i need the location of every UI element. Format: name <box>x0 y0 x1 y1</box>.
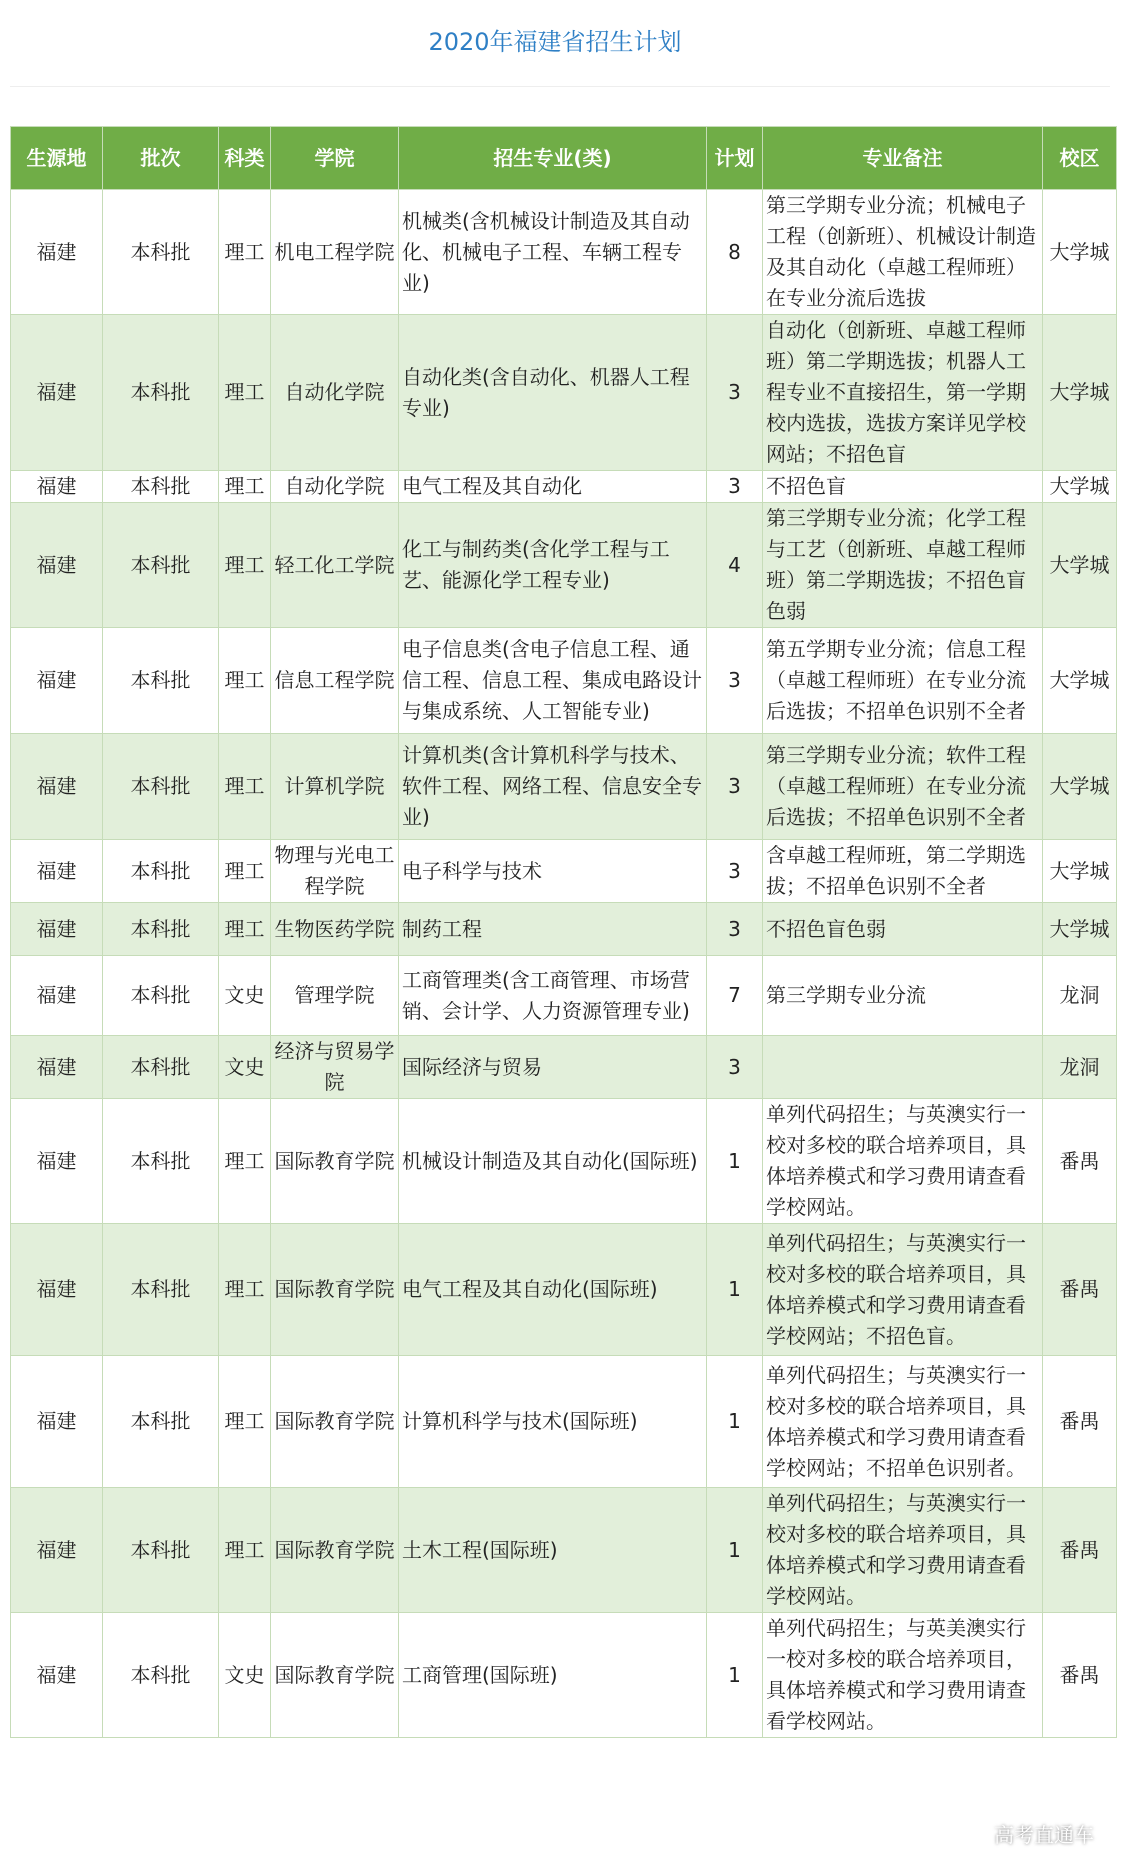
cell-plan: 3 <box>707 903 763 956</box>
cell-note: 含卓越工程师班，第二学期选拔；不招单色识别不全者 <box>763 840 1043 903</box>
cell-batch: 本科批 <box>103 503 219 628</box>
cell-category: 理工 <box>219 734 271 840</box>
header-plan: 计划 <box>707 127 763 190</box>
cell-note <box>763 1036 1043 1099</box>
cell-college: 国际教育学院 <box>271 1488 399 1613</box>
table-row <box>11 315 1117 471</box>
table-row <box>11 1488 1117 1613</box>
cell-campus: 番禺 <box>1043 1099 1117 1224</box>
cell-campus: 大学城 <box>1043 315 1117 471</box>
cell-category: 文史 <box>219 1036 271 1099</box>
cell-plan: 1 <box>707 1488 763 1613</box>
cell-major: 计算机科学与技术(国际班) <box>399 1356 707 1488</box>
cell-college: 生物医药学院 <box>271 903 399 956</box>
cell-college: 国际教育学院 <box>271 1356 399 1488</box>
cell-campus: 番禺 <box>1043 1613 1117 1738</box>
cell-note: 第三学期专业分流 <box>763 956 1043 1036</box>
title-divider <box>10 86 1110 87</box>
cell-source: 福建 <box>11 471 103 503</box>
header-campus: 校区 <box>1043 127 1117 190</box>
cell-note: 第三学期专业分流；化学工程与工艺（创新班、卓越工程师班）第二学期选拔；不招色盲色弱 <box>763 503 1043 628</box>
cell-batch: 本科批 <box>103 315 219 471</box>
cell-major: 自动化类(含自动化、机器人工程专业) <box>399 315 707 471</box>
table-row <box>11 190 1117 315</box>
cell-college: 机电工程学院 <box>271 190 399 315</box>
table-row <box>11 1036 1117 1099</box>
cell-major: 土木工程(国际班) <box>399 1488 707 1613</box>
cell-batch: 本科批 <box>103 1036 219 1099</box>
header-note: 专业备注 <box>763 127 1043 190</box>
cell-source: 福建 <box>11 903 103 956</box>
table-row <box>11 956 1117 1036</box>
cell-category: 理工 <box>219 1224 271 1356</box>
cell-category: 理工 <box>219 628 271 734</box>
cell-source: 福建 <box>11 956 103 1036</box>
cell-plan: 4 <box>707 503 763 628</box>
cell-major: 机械设计制造及其自动化(国际班) <box>399 1099 707 1224</box>
cell-category: 文史 <box>219 956 271 1036</box>
cell-source: 福建 <box>11 190 103 315</box>
cell-campus: 大学城 <box>1043 471 1117 503</box>
cell-note: 第三学期专业分流；机械电子工程（创新班）、机械设计制造及其自动化（卓越工程师班）在专业分流后选拔 <box>763 190 1043 315</box>
cell-category: 理工 <box>219 903 271 956</box>
cell-source: 福建 <box>11 628 103 734</box>
cell-plan: 1 <box>707 1224 763 1356</box>
table-row <box>11 840 1117 903</box>
cell-category: 理工 <box>219 503 271 628</box>
cell-note: 不招色盲 <box>763 471 1043 503</box>
header-category: 科类 <box>219 127 271 190</box>
cell-note: 单列代码招生；与英澳实行一校对多校的联合培养项目，具体培养模式和学习费用请查看学校网站；不招单色识别者。 <box>763 1356 1043 1488</box>
cell-source: 福建 <box>11 734 103 840</box>
cell-batch: 本科批 <box>103 1356 219 1488</box>
table-row <box>11 1613 1117 1738</box>
cell-campus: 番禺 <box>1043 1224 1117 1356</box>
cell-major: 国际经济与贸易 <box>399 1036 707 1099</box>
cell-category: 理工 <box>219 1356 271 1488</box>
cell-campus: 龙洞 <box>1043 956 1117 1036</box>
cell-college: 信息工程学院 <box>271 628 399 734</box>
cell-major: 工商管理类(含工商管理、市场营销、会计学、人力资源管理专业) <box>399 956 707 1036</box>
cell-batch: 本科批 <box>103 956 219 1036</box>
cell-campus: 番禺 <box>1043 1488 1117 1613</box>
cell-college: 国际教育学院 <box>271 1099 399 1224</box>
cell-source: 福建 <box>11 1488 103 1613</box>
cell-college: 自动化学院 <box>271 315 399 471</box>
cell-plan: 3 <box>707 471 763 503</box>
cell-batch: 本科批 <box>103 628 219 734</box>
cell-campus: 龙洞 <box>1043 1036 1117 1099</box>
cell-source: 福建 <box>11 1099 103 1224</box>
cell-batch: 本科批 <box>103 1224 219 1356</box>
cell-plan: 1 <box>707 1356 763 1488</box>
cell-college: 物理与光电工程学院 <box>271 840 399 903</box>
cell-note: 自动化（创新班、卓越工程师班）第二学期选拔；机器人工程专业不直接招生，第一学期校内选拔，选拔方案详见学校网站；不招色盲 <box>763 315 1043 471</box>
cell-college: 自动化学院 <box>271 471 399 503</box>
cell-major: 机械类(含机械设计制造及其自动化、机械电子工程、车辆工程专业) <box>399 190 707 315</box>
cell-college: 计算机学院 <box>271 734 399 840</box>
table-row <box>11 628 1117 734</box>
cell-major: 制药工程 <box>399 903 707 956</box>
cell-category: 理工 <box>219 840 271 903</box>
table-header-row <box>11 127 1117 190</box>
cell-plan: 3 <box>707 315 763 471</box>
header-major: 招生专业(类) <box>399 127 707 190</box>
cell-note: 不招色盲色弱 <box>763 903 1043 956</box>
page-title: 2020年福建省招生计划 <box>428 28 682 56</box>
cell-note: 单列代码招生；与英美澳实行一校对多校的联合培养项目，具体培养模式和学习费用请查看学校网站。 <box>763 1613 1043 1738</box>
cell-category: 理工 <box>219 190 271 315</box>
cell-category: 理工 <box>219 1099 271 1224</box>
cell-major: 电子信息类(含电子信息工程、通信工程、信息工程、集成电路设计与集成系统、人工智能专业) <box>399 628 707 734</box>
cell-campus: 大学城 <box>1043 190 1117 315</box>
cell-category: 理工 <box>219 315 271 471</box>
cell-college: 轻工化工学院 <box>271 503 399 628</box>
cell-category: 文史 <box>219 1613 271 1738</box>
cell-major: 电气工程及其自动化 <box>399 471 707 503</box>
cell-college: 管理学院 <box>271 956 399 1036</box>
cell-source: 福建 <box>11 840 103 903</box>
cell-source: 福建 <box>11 1356 103 1488</box>
cell-campus: 番禺 <box>1043 1356 1117 1488</box>
cell-source: 福建 <box>11 1613 103 1738</box>
cell-batch: 本科批 <box>103 471 219 503</box>
table-row <box>11 1099 1117 1224</box>
cell-batch: 本科批 <box>103 734 219 840</box>
cell-batch: 本科批 <box>103 903 219 956</box>
table-row <box>11 503 1117 628</box>
cell-category: 理工 <box>219 471 271 503</box>
cell-major: 工商管理(国际班) <box>399 1613 707 1738</box>
cell-plan: 1 <box>707 1613 763 1738</box>
cell-major: 化工与制药类(含化学工程与工艺、能源化学工程专业) <box>399 503 707 628</box>
cell-plan: 1 <box>707 1099 763 1224</box>
cell-college: 经济与贸易学院 <box>271 1036 399 1099</box>
cell-source: 福建 <box>11 315 103 471</box>
cell-plan: 7 <box>707 956 763 1036</box>
table-row <box>11 1224 1117 1356</box>
cell-batch: 本科批 <box>103 1488 219 1613</box>
table-row <box>11 471 1117 503</box>
cell-major: 计算机类(含计算机科学与技术、软件工程、网络工程、信息安全专业) <box>399 734 707 840</box>
table-row <box>11 903 1117 956</box>
header-source: 生源地 <box>11 127 103 190</box>
cell-source: 福建 <box>11 1224 103 1356</box>
cell-major: 电子科学与技术 <box>399 840 707 903</box>
cell-source: 福建 <box>11 503 103 628</box>
cell-batch: 本科批 <box>103 840 219 903</box>
cell-campus: 大学城 <box>1043 840 1117 903</box>
cell-campus: 大学城 <box>1043 628 1117 734</box>
cell-campus: 大学城 <box>1043 903 1117 956</box>
cell-major: 电气工程及其自动化(国际班) <box>399 1224 707 1356</box>
cell-batch: 本科批 <box>103 190 219 315</box>
cell-plan: 3 <box>707 734 763 840</box>
table-row <box>11 734 1117 840</box>
cell-plan: 3 <box>707 628 763 734</box>
cell-note: 单列代码招生；与英澳实行一校对多校的联合培养项目，具体培养模式和学习费用请查看学校网站。 <box>763 1099 1043 1224</box>
cell-note: 单列代码招生；与英澳实行一校对多校的联合培养项目，具体培养模式和学习费用请查看学校网站。 <box>763 1488 1043 1613</box>
header-batch: 批次 <box>103 127 219 190</box>
cell-campus: 大学城 <box>1043 503 1117 628</box>
cell-note: 第三学期专业分流；软件工程（卓越工程师班）在专业分流后选拔；不招单色识别不全者 <box>763 734 1043 840</box>
header-college: 学院 <box>271 127 399 190</box>
cell-batch: 本科批 <box>103 1613 219 1738</box>
cell-source: 福建 <box>11 1036 103 1099</box>
table-row <box>11 1356 1117 1488</box>
cell-campus: 大学城 <box>1043 734 1117 840</box>
cell-college: 国际教育学院 <box>271 1224 399 1356</box>
cell-college: 国际教育学院 <box>271 1613 399 1738</box>
cell-note: 单列代码招生；与英澳实行一校对多校的联合培养项目，具体培养模式和学习费用请查看学校网站；不招色盲。 <box>763 1224 1043 1356</box>
cell-plan: 3 <box>707 1036 763 1099</box>
cell-note: 第五学期专业分流；信息工程（卓越工程师班）在专业分流后选拔；不招单色识别不全者 <box>763 628 1043 734</box>
cell-batch: 本科批 <box>103 1099 219 1224</box>
cell-plan: 8 <box>707 190 763 315</box>
enrollment-plan-table <box>10 126 1117 1738</box>
cell-category: 理工 <box>219 1488 271 1613</box>
watermark: 高考直通车 <box>994 1823 1094 1847</box>
cell-plan: 3 <box>707 840 763 903</box>
